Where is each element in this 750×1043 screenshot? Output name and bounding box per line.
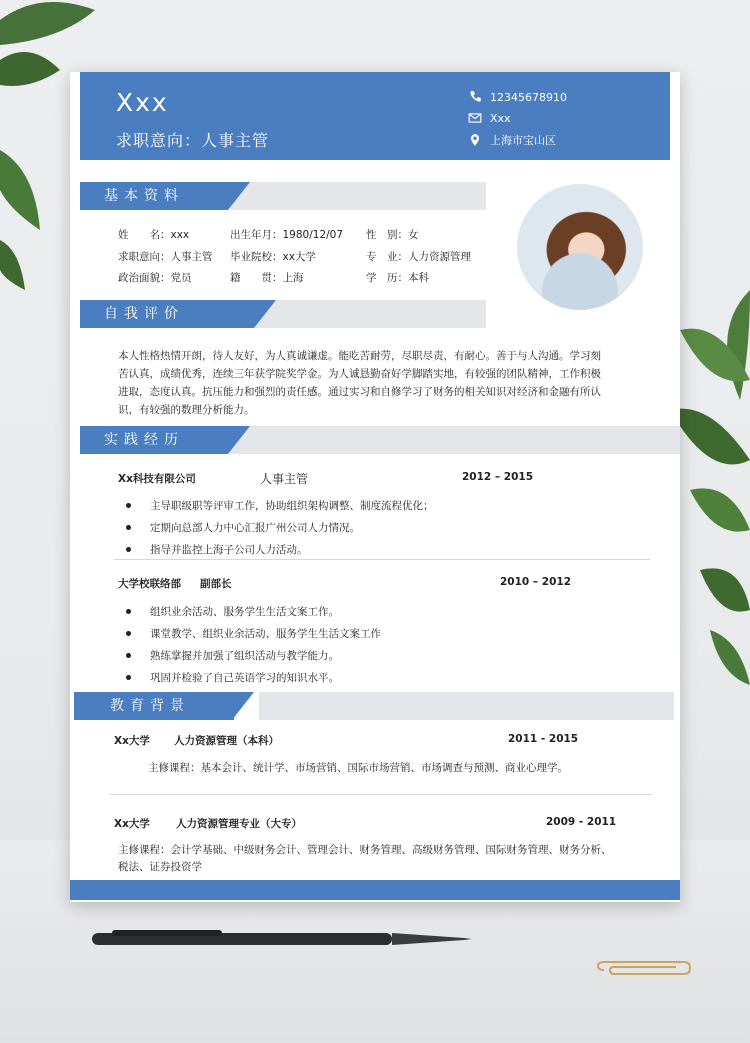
exp-role: 副部长 — [200, 578, 232, 590]
basic-name: 姓 名：xxx — [118, 229, 190, 241]
exp-org: Xx科技有限公司 — [118, 473, 196, 485]
paperclip-icon — [596, 960, 692, 980]
candidate-name: Xxx — [116, 88, 169, 117]
email-icon — [468, 111, 482, 125]
section-self-title: 自我评价 — [80, 300, 254, 328]
self-eval-line: 本人性格热情开朗，待人友好，为人真诚谦虚。能吃苦耐劳，尽职尽责，有耐心。善于与人沟通。学习刻 — [118, 350, 601, 362]
job-intent: 求职意向：人事主管 — [116, 131, 270, 150]
pen-icon — [92, 928, 472, 950]
edu-major: 人力资源管理专业（大专） — [176, 818, 302, 830]
exp-org: 大学校联络部 — [118, 578, 181, 590]
resume-footer-bar — [70, 880, 680, 900]
basic-intent: 求职意向：人事主管 — [118, 251, 213, 263]
edu-period: 2011 - 2015 — [508, 733, 579, 745]
edu-major: 人力资源管理（本科） — [174, 735, 279, 747]
section-education-title: 教育背景 — [74, 692, 234, 720]
profile-photo — [517, 184, 643, 310]
basic-school: 毕业院校：xx大学 — [230, 251, 316, 263]
section-experience-title: 实践经历 — [80, 426, 228, 454]
contact-phone — [468, 90, 567, 104]
divider — [114, 559, 650, 560]
bullet-icon — [126, 631, 131, 636]
section-basic-title: 基本资料 — [80, 182, 228, 210]
edu-courses: 税法、证券投资学 — [118, 861, 202, 873]
section-basic — [80, 182, 486, 210]
location-pin-icon — [468, 133, 482, 147]
address-text: 上海市宝山区 — [490, 134, 556, 147]
exp-role: 人事主管 — [260, 472, 309, 486]
exp-item: 主导职级职等评审工作，协助组织架构调整、制度流程优化； — [150, 500, 434, 512]
basic-degree: 学 历：本科 — [366, 272, 429, 284]
exp-item: 组织业余活动、服务学生生活文案工作。 — [150, 606, 339, 618]
resume-sheet — [70, 72, 680, 902]
exp-item: 定期向总部人力中心汇报广州公司人力情况。 — [150, 522, 360, 534]
phone-icon — [468, 90, 482, 104]
self-eval-line: 进取，态度认真。抗压能力和强烈的责任感。通过实习和自修学习了财务的相关知识对经济和金融有所认 — [118, 386, 601, 398]
exp-period: 2012 – 2015 — [462, 471, 534, 483]
basic-gender: 性 别：女 — [366, 229, 419, 241]
basic-major: 专 业：人力资源管理 — [366, 251, 471, 263]
basic-hometown: 籍 贯：上海 — [230, 272, 304, 284]
self-eval-line: 苦认真，成绩优秀，连续三年获学院奖学金。为人诚恳勤奋好学脚踏实地，有较强的团队精神，工作积极 — [118, 368, 601, 380]
edu-period: 2009 - 2011 — [546, 816, 617, 828]
plant-right-icon — [670, 290, 750, 690]
exp-item: 熟练掌握并加强了组织活动与教学能力。 — [150, 650, 339, 662]
bullet-icon — [126, 525, 131, 530]
section-experience — [80, 426, 680, 454]
contact-address — [468, 132, 556, 148]
exp-period: 2010 – 2012 — [500, 576, 572, 588]
contact-email — [468, 111, 511, 125]
divider — [110, 794, 652, 795]
exp-item: 巩固并检验了自己英语学习的知识水平。 — [150, 672, 339, 684]
edu-school: Xx大学 — [114, 735, 150, 747]
edu-courses: 主修课程：会计学基础、中级财务会计、管理会计、财务管理、高级财务管理、国际财务管理、财务分析、 — [118, 844, 612, 856]
phone-text: 12345678910 — [490, 90, 567, 104]
email-text: Xxx — [490, 111, 511, 125]
resume-header — [80, 72, 670, 160]
bullet-icon — [126, 675, 131, 680]
basic-birth: 出生年月：1980/12/07 — [230, 229, 344, 241]
basic-political: 政治面貌：党员 — [118, 272, 192, 284]
edu-courses: 主修课程：基本会计、统计学、市场营销、国际市场营销、市场调查与预测、商业心理学。 — [148, 762, 568, 774]
exp-item: 课堂教学、组织业余活动、服务学生生活文案工作 — [150, 628, 381, 640]
edu-school: Xx大学 — [114, 818, 150, 830]
bullet-icon — [126, 653, 131, 658]
exp-item: 指导并监控上海子公司人力活动。 — [150, 544, 308, 556]
bullet-icon — [126, 503, 131, 508]
self-eval-line: 识，有较强的数理分析能力。 — [118, 404, 255, 416]
bullet-icon — [126, 609, 131, 614]
section-education — [74, 692, 674, 720]
section-self — [80, 300, 486, 328]
bullet-icon — [126, 547, 131, 552]
